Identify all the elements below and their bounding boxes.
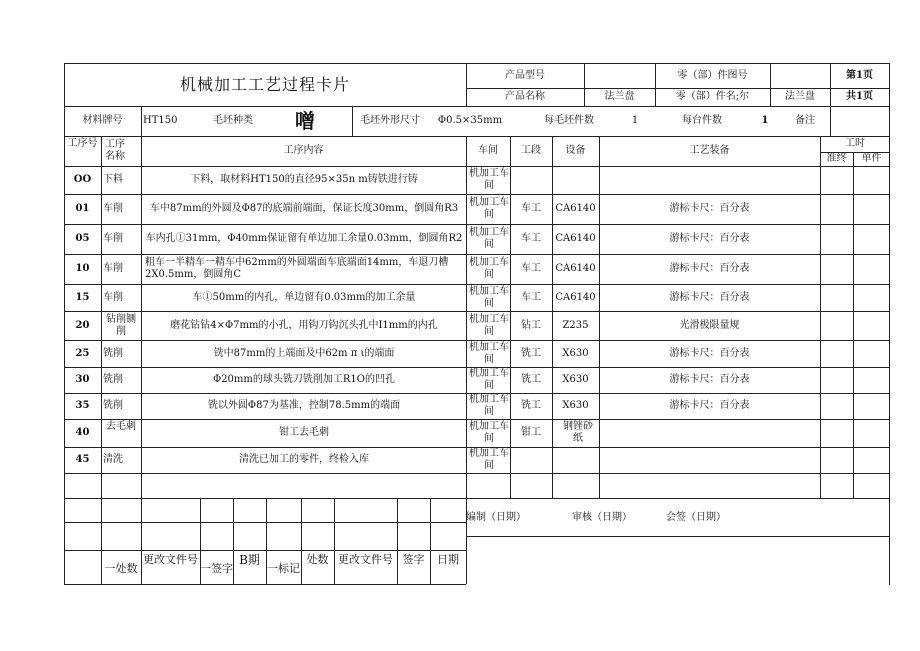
row-tooling: 游标卡尺：百分表 [669,263,750,274]
row-tooling: 游标卡尺：百分表 [669,291,750,303]
row-content: 车①50mm的内孔，单边留有0.03mm的加工余量 [192,291,416,303]
material-grade-value: HT150 [143,115,178,126]
product-name-value: 法兰盘 [604,91,635,102]
row-tooling: 游标卡尺：百分表 [669,374,750,385]
row-tooling: 游标卡尺：百分表 [669,347,750,359]
material-grade-label: 材料牌号 [82,115,123,126]
row-content: 铣以外圆Φ87为基准，控制78.5mm的端面 [207,400,401,411]
row-op-no: 01 [75,203,90,214]
page-number: 第1页 [846,69,873,81]
row-section [510,166,552,194]
col-equipment: 设备 [565,145,586,156]
row-equipment: 钢锉砂纸 [563,421,593,444]
row-workshop: 机加工车间 [469,313,509,337]
part-drawing-label: 零（部）件图号 [677,69,748,81]
row-equipment [552,166,599,194]
row-op-no: 15 [75,291,90,303]
row-workshop: 机加工车间 [469,285,509,309]
row-content: Φ20mm的球头铣刀铣削加工R1O的凹孔 [213,374,395,385]
col-content: 工序内容 [283,145,324,156]
row-op-no: 25 [75,347,90,359]
countersign-date-label: 会签（日期） [666,512,726,523]
row-tooling: 光滑极限量规 [679,319,740,331]
col-op-name: 工序名称 [105,139,125,162]
per-blank-value: 1 [631,115,639,126]
col-workshop: 车间 [478,145,498,156]
row-equipment: X630 [562,400,589,411]
row-op-name: 车削 [103,263,123,274]
row-equipment [552,447,599,473]
row-equipment: Z235 [562,319,589,331]
row-workshop: 机加工车间 [469,394,509,417]
row-op-name: 钻削铡削 [106,313,136,337]
product-name-label: 产品名称 [505,91,545,102]
row-section: 铣工 [521,400,541,411]
row-op-no: 35 [75,400,90,411]
total-pages: 共1页 [846,91,873,102]
row-section: 车工 [521,291,541,303]
row-op-name: 清洗 [103,454,123,465]
row-op-no: 05 [75,233,90,244]
row-op-name: 铣削 [103,400,123,411]
row-content: 车内孔①31mm，Φ40mm保证留有单边加工余量0.03mm，倒圆角R2 [145,233,463,244]
review-date-label: 审核（日期） [572,512,632,523]
per-unit-value: 1 [761,115,769,126]
row-tooling [599,166,820,194]
row-op-name: 铣削 [103,347,123,359]
row-op-no: 40 [75,427,90,438]
card-title: 机械加工工艺过程卡片 [179,74,350,94]
row-content: 车中87mm的外圆及Φ87的底端前端面，保证长度30mm，倒圆角R3 [149,203,459,214]
row-tooling [599,447,820,473]
row-workshop: 机加工车间 [469,448,509,471]
row-section: 钻工 [521,319,541,331]
row-content: 钳工去毛刺 [279,427,329,438]
row-content: 清洗已加工的零件，终检入库 [239,454,369,465]
row-equipment: CA6140 [555,291,596,303]
row-tooling: 游标卡尺：百分表 [669,400,750,411]
row-section: 车工 [521,233,541,244]
signature: 一签字 [200,561,233,575]
blank-type-label: 毛坯种类 [213,115,253,126]
row-section [510,447,552,473]
col-time: 工时 [845,138,865,149]
row-workshop: 机加工车间 [469,227,509,250]
row-equipment: CA6140 [555,203,596,214]
row-workshop: 机加工车间 [469,341,509,365]
row-content: 铣中87mm的上端面及中62m π ι的端面 [213,347,395,359]
row-equipment: X630 [562,374,589,385]
date: B期 [239,553,260,567]
col-op-no: 工序号 [67,138,98,149]
row-op-no: 10 [75,263,90,274]
row-section: 铣工 [521,347,541,359]
row-tooling: 游标卡尺：百分表 [669,203,750,214]
row-workshop: 机加工车间 [469,368,509,391]
row-content: 粗车一半精车一精车中62mm的外圆端面车底端面14mm，车退刀槽2X0.5mm，倒圆角C [145,257,449,280]
col-prep: 准终 [826,153,847,164]
row-op-no: 20 [75,319,90,331]
row-tooling [599,419,820,447]
signature-2: 签字 [402,553,425,566]
row-tooling: 游标卡尺：百分表 [669,233,750,244]
row-op-name: 下料 [103,174,123,185]
product-model-value [584,63,655,88]
compile-date-label: 编制（日期） [466,512,526,523]
row-op-name: 车削 [103,233,123,244]
row-section: 铣工 [521,374,541,385]
row-workshop: 机加工车间 [469,257,509,280]
per-blank-label: 每毛坯件数 [544,115,594,126]
row-workshop: 机加工车间 [469,168,509,191]
row-op-name: 去毛刺 [106,421,136,432]
row-workshop: 机加工车间 [469,197,509,220]
row-op-no: 30 [75,374,90,385]
part-name-value: 法兰盘 [785,91,815,102]
col-tooling: 工艺装备 [689,145,730,156]
row-section: 车工 [521,203,541,214]
notes-label: 备注 [795,115,815,126]
change-doc-no: 更改文件号 [143,553,198,566]
row-op-name: 车削 [103,203,123,214]
row-equipment: CA6140 [555,233,596,244]
row-content: 下料，取材料HT150的直径95×35n m铸铁进行铸 [190,174,418,185]
row-op-no: 45 [75,454,90,465]
row-workshop: 机加工车间 [469,421,509,444]
date-2: 日期 [437,553,459,566]
blank-type-value: 噌 [295,109,315,133]
blank-size-label: 毛坯外形尺寸 [360,115,420,126]
col-unit: 单件 [861,153,882,164]
row-equipment: X630 [562,347,589,359]
part-drawing-value [770,63,830,88]
row-section: 钳工 [521,427,541,438]
row-op-no: OO [73,174,92,185]
blank-size-value: Φ0.5×35mm [437,115,503,126]
row-equipment: CA6140 [555,263,596,274]
per-unit-label: 每台件数 [682,115,722,126]
row-op-name: 铣削 [103,374,123,385]
col-section: 工段 [521,145,541,156]
row-content: 磨花钻钻4×Φ7mm的小孔，用钩刀钩沉头孔中I1mm的内孔 [170,319,438,331]
revision-mark: 一标记 [267,561,300,575]
row-op-name: 车削 [103,291,123,303]
product-model-label: 产品型号 [505,69,545,81]
revision-count: 处数 [306,553,329,566]
revision-mark-count: 一处数 [104,561,138,575]
part-name-label: 零（部）件名;尔 [675,91,750,102]
change-doc-no-2: 更改文件号 [338,553,393,566]
row-section: 车工 [521,263,541,274]
